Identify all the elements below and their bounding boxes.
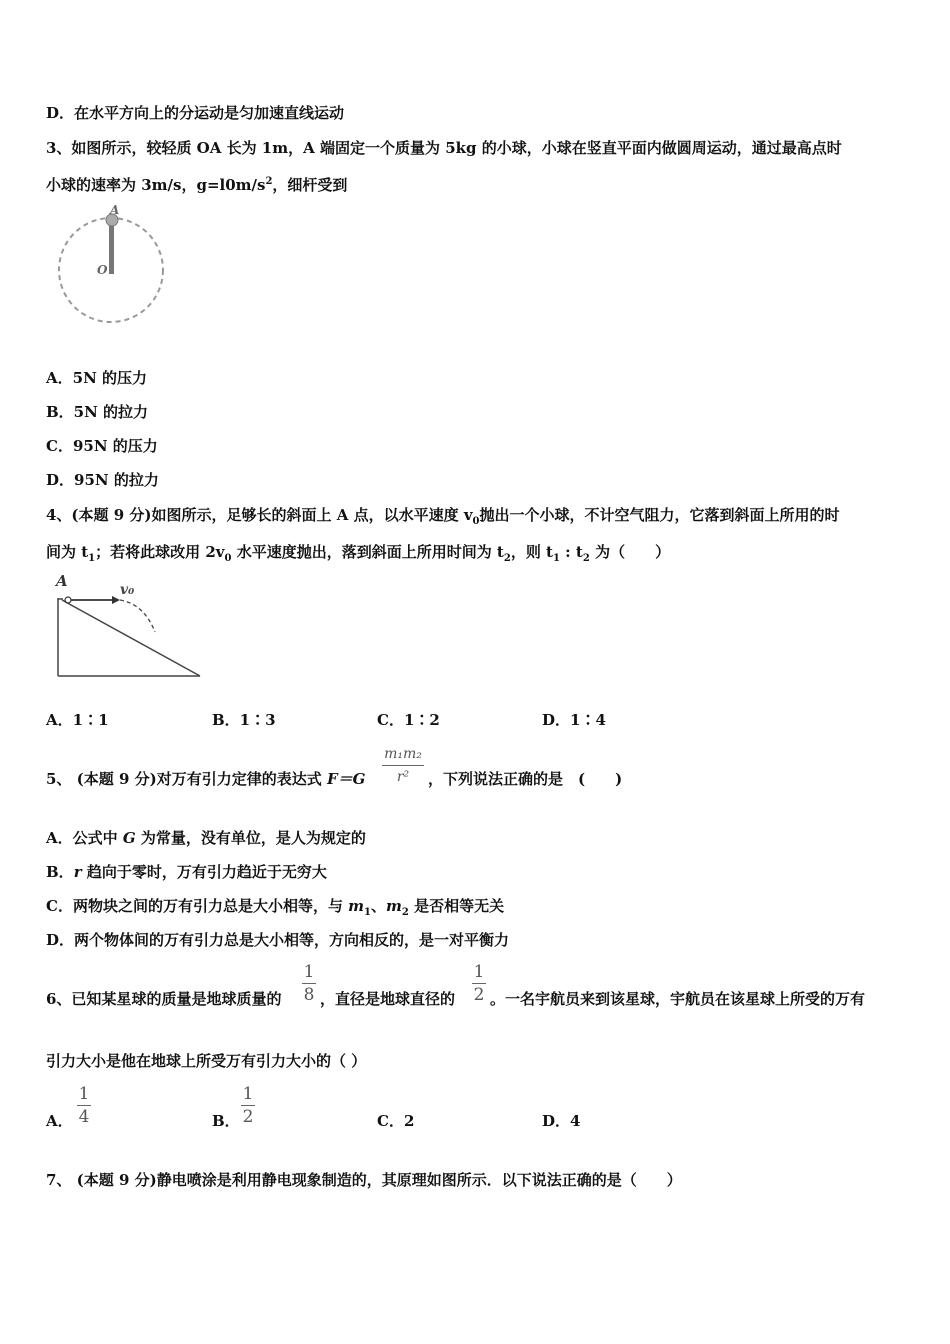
- q6-option-d: D．4: [542, 1112, 581, 1130]
- q5-stem: 5、 (本题 9 分)对万有引力定律的表达式 F＝G: [46, 770, 366, 788]
- q4-stem-line1: 4、(本题 9 分)如图所示，足够长的斜面上 A 点，以水平速度 $v_0$抛出一个小球，不计空气阻力，它落到斜面上所用的时: [46, 506, 840, 527]
- q5-option-d: D．两个物体间的万有引力总是大小相等，方向相反的，是一对平衡力: [46, 931, 510, 949]
- q4-option-a: A．1∶1: [46, 711, 109, 729]
- q3-option-a: A．5N 的压力: [46, 369, 148, 387]
- q2-option-d: D．在水平方向上的分运动是匀加速直线运动: [46, 104, 345, 122]
- q6-option-a-fraction: 1 4: [78, 1084, 90, 1127]
- q3-option-c: C．95N 的压力: [46, 437, 158, 455]
- q3-stem-line1: 3、如图所示，较轻质 OA 长为 1m，A 端固定一个质量为 5kg 的小球，小球在竖直平面内做圆周运动，通过最高点时: [46, 139, 842, 157]
- q3-option-d: D．95N 的拉力: [46, 471, 159, 489]
- q6-option-a: A．: [46, 1112, 73, 1130]
- q4-stem-line2: 间为 $t_1$；若将此球改用 $2v_0$ 水平速度抛出，落到斜面上所用时间为 $t_2$，则 $t_1$ : $t_2$ 为（ ）: [46, 543, 671, 564]
- q3-stem-line2: 小球的速率为 3m/s，$g=l0m/s^2$，细杆受到: [46, 176, 348, 194]
- q4-option-b: B．1∶3: [212, 711, 276, 729]
- q5-option-a: A．公式中 G 为常量，没有单位，是人为规定的: [46, 829, 366, 847]
- q5-option-c: C．两物块之间的万有引力总是大小相等，与 $m_1$、$m_2$ 是否相等无关: [46, 897, 505, 918]
- q3-option-b: B．5N 的拉力: [46, 403, 149, 421]
- q5-stem-tail: ，下列说法正确的是 ( ): [428, 770, 623, 788]
- q4-option-d: D．1∶4: [542, 711, 606, 729]
- q6-stem-part3: 。一名宇航员来到该星球，宇航员在该星球上所受的万有: [490, 990, 866, 1008]
- incline-projectile-figure: [52, 570, 212, 680]
- q6-option-b: B．: [212, 1112, 240, 1130]
- q7-stem: 7、 (本题 9 分)静电喷涂是利用静电现象制造的，其原理如图所示．以下说法正确的是（ ）: [46, 1171, 682, 1189]
- q6-stem-part2: ，直径是地球直径的: [320, 990, 456, 1008]
- q6-fraction-one-half: 1 2: [473, 962, 485, 1005]
- label-o: O: [97, 263, 108, 277]
- circular-motion-figure: [55, 200, 175, 330]
- q6-option-b-fraction: 1 2: [242, 1084, 254, 1127]
- label-v0: v₀: [120, 582, 135, 598]
- label-a: A: [56, 572, 68, 590]
- q6-stem-part1: 6、已知某星球的质量是地球质量的: [46, 990, 282, 1008]
- q6-stem-line2: 引力大小是他在地球上所受万有引力大小的（ ）: [46, 1052, 367, 1070]
- q6-fraction-one-eighth: 1 8: [303, 962, 315, 1005]
- q5-option-b: B．r 趋向于零时，万有引力趋近于无穷大: [46, 863, 327, 881]
- q6-option-c: C．2: [377, 1112, 415, 1130]
- label-a: A: [110, 203, 120, 217]
- q4-option-c: C．1∶2: [377, 711, 440, 729]
- q5-formula-fraction: m₁m₂ r²: [382, 744, 424, 787]
